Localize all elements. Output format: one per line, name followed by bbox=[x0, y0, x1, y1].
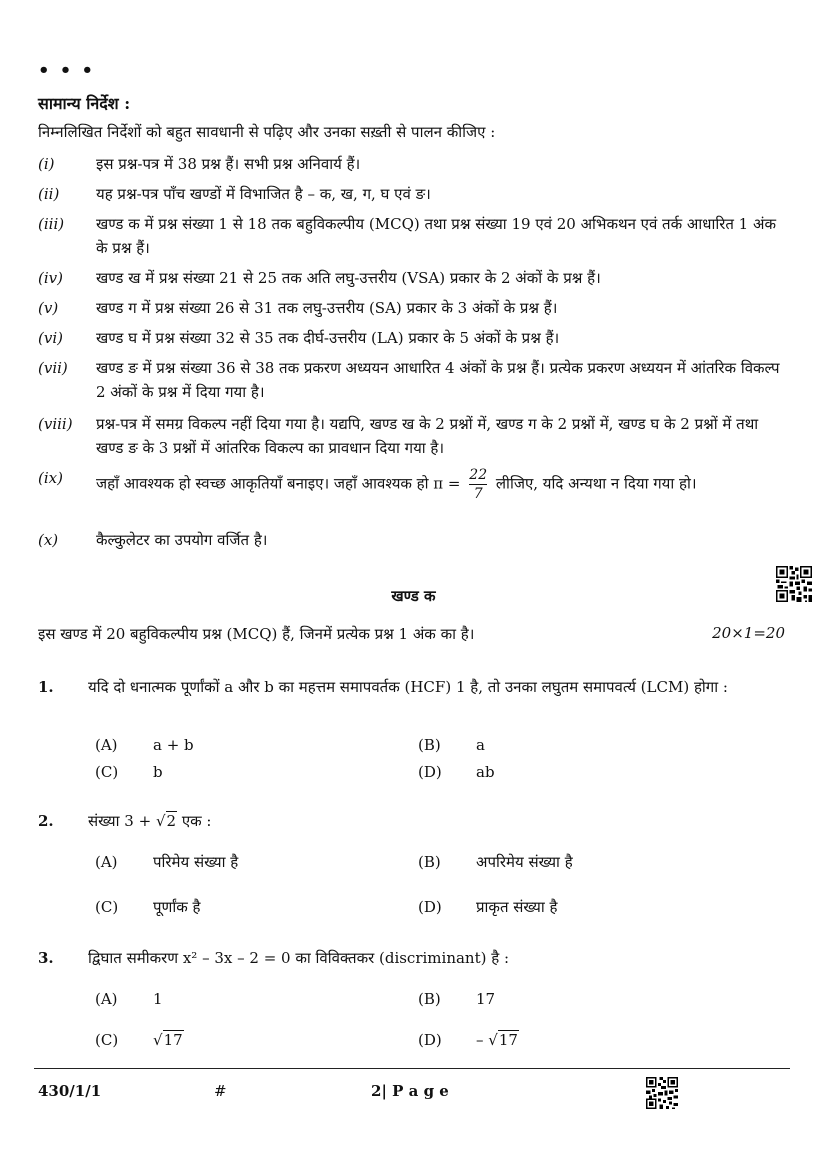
option-label: (C) bbox=[95, 898, 119, 916]
option-label: (D) bbox=[418, 763, 442, 781]
option-value: परिमेय संख्या है bbox=[153, 853, 239, 871]
instruction-number: (vi) bbox=[38, 329, 63, 347]
instruction-number: (v) bbox=[38, 299, 59, 317]
sqrt-expression: √17 bbox=[153, 1031, 183, 1049]
question-text-after: एक : bbox=[181, 812, 212, 830]
instruction-item bbox=[38, 296, 788, 320]
instruction-text: खण्ड ख में प्रश्न संख्या 21 से 25 तक अति लघु-उत्तरीय (VSA) प्रकार के 2 अंकों के प्रश्न हैं। bbox=[96, 269, 601, 287]
option-label: (C) bbox=[95, 1031, 119, 1049]
instruction-text: खण्ड घ में प्रश्न संख्या 32 से 35 तक दीर्घ-उत्तरीय (LA) प्रकार के 5 अंकों के प्रश्न हैं। bbox=[96, 329, 560, 347]
page-separator: | bbox=[381, 1082, 387, 1100]
option-c bbox=[95, 897, 201, 917]
instruction-number: (i) bbox=[38, 155, 55, 173]
option-d bbox=[418, 763, 495, 781]
option-value: b bbox=[153, 763, 163, 781]
question-text bbox=[88, 808, 788, 834]
instruction-text: खण्ड ङ में प्रश्न संख्या 36 से 38 तक प्रकरण अध्ययन आधारित 4 अंकों के प्रश्न हैं। प्रत्येक प्रकरण अध्ययन में आंतरिक विकल्प 2 अंकों के प्रश्न में दिया गया है। bbox=[96, 359, 780, 401]
option-c bbox=[95, 1031, 184, 1049]
instruction-text: कैल्कुलेटर का उपयोग वर्जित है। bbox=[96, 531, 268, 549]
option-label: (B) bbox=[418, 853, 441, 871]
question-text: यदि दो धनात्मक पूर्णांकों a और b का महत्तम समापवर्तक (HCF) 1 है, तो उनका लघुतम समापवर्त्य (LCM) होगा : bbox=[88, 678, 728, 696]
option-prefix: – bbox=[476, 1031, 484, 1049]
option-label: (B) bbox=[418, 990, 441, 1008]
page-indicator bbox=[371, 1082, 449, 1100]
instruction-item bbox=[38, 528, 788, 552]
instruction-number: (x) bbox=[38, 531, 59, 549]
question-1 bbox=[38, 674, 788, 700]
instruction-item bbox=[38, 182, 788, 206]
fraction-denominator: 7 bbox=[473, 486, 483, 502]
instruction-number: (ix) bbox=[38, 469, 63, 487]
instruction-number: (ii) bbox=[38, 185, 60, 203]
option-b bbox=[418, 852, 573, 872]
instruction-item bbox=[38, 266, 788, 290]
instruction-text bbox=[96, 466, 788, 503]
option-value: पूर्णांक है bbox=[153, 898, 201, 916]
question-text: द्विघात समीकरण x² – 3x – 2 = 0 का विविक्तकर (discriminant) है : bbox=[88, 949, 510, 967]
option-value: 17 bbox=[476, 990, 496, 1008]
header-dots: • • • bbox=[38, 60, 96, 81]
question-text-before: संख्या 3 + bbox=[88, 812, 152, 830]
question-number: 1. bbox=[38, 678, 54, 696]
hash-mark: # bbox=[214, 1082, 227, 1100]
option-d bbox=[418, 897, 558, 917]
footer-divider bbox=[34, 1068, 790, 1069]
option-value bbox=[476, 1031, 519, 1049]
instruction-number: (iii) bbox=[38, 215, 65, 233]
option-label: (D) bbox=[418, 1031, 442, 1049]
question-2 bbox=[38, 808, 788, 834]
general-instructions-intro: निम्नलिखित निर्देशों को बहुत सावधानी से पढ़िए और उनका सख़्ती से पालन कीजिए : bbox=[38, 123, 496, 141]
option-value: ab bbox=[476, 763, 495, 781]
instruction-text: यह प्रश्न-पत्र पाँच खण्डों में विभाजित है – क, ख, ग, घ एवं ङ। bbox=[96, 185, 431, 203]
instruction-text: खण्ड ग में प्रश्न संख्या 26 से 31 तक लघु-उत्तरीय (SA) प्रकार के 3 अंकों के प्रश्न हैं। bbox=[96, 299, 558, 317]
option-b bbox=[418, 736, 485, 754]
sqrt-expression: √17 bbox=[488, 1031, 518, 1049]
instruction-item bbox=[38, 212, 788, 260]
section-info: इस खण्ड में 20 बहुविकल्पीय प्रश्न (MCQ) हैं, जिनमें प्रत्येक प्रश्न 1 अंक का है। bbox=[38, 625, 475, 643]
instruction-item bbox=[38, 356, 788, 404]
option-label: (C) bbox=[95, 763, 119, 781]
instruction-text: प्रश्न-पत्र में समग्र विकल्प नहीं दिया गया है। यद्यपि, खण्ड ख के 2 प्रश्नों में, खण्ड ग के 2 प्रश्नों में, खण्ड घ के 2 प्रश्नों में तथा खण्ड ङ के 3 प्रश्नों में आंतरिक विकल्प का प्रावधान दिया गया है। bbox=[96, 415, 759, 457]
option-value: a + b bbox=[153, 736, 194, 754]
instruction-text-after: लीजिए, यदि अन्यथा न दिया गया हो। bbox=[495, 474, 697, 493]
option-label: (A) bbox=[95, 736, 118, 754]
option-a bbox=[95, 852, 238, 872]
option-value: a bbox=[476, 736, 485, 754]
question-number: 3. bbox=[38, 949, 54, 967]
question-number: 2. bbox=[38, 812, 54, 830]
page-word: P a g e bbox=[392, 1082, 449, 1100]
option-b bbox=[418, 990, 495, 1008]
option-value bbox=[153, 1031, 184, 1049]
instruction-item bbox=[38, 412, 788, 460]
instruction-text: खण्ड क में प्रश्न संख्या 1 से 18 तक बहुविकल्पीय (MCQ) तथा प्रश्न संख्या 19 एवं 20 अभिकथन एवं तर्क आधारित 1 अंक के प्रश्न हैं। bbox=[96, 215, 776, 257]
footer-qr-code-icon bbox=[646, 1077, 678, 1109]
option-value: अपरिमेय संख्या है bbox=[476, 853, 573, 871]
section-marks: 20×1=20 bbox=[712, 624, 785, 642]
instruction-item bbox=[38, 466, 788, 503]
instruction-item bbox=[38, 152, 788, 176]
option-label: (B) bbox=[418, 736, 441, 754]
radicand: 17 bbox=[163, 1031, 183, 1049]
instruction-number: (viii) bbox=[38, 415, 73, 433]
general-instructions-title: सामान्य निर्देश : bbox=[38, 94, 131, 113]
page-number: 2 bbox=[371, 1082, 382, 1100]
pi-fraction bbox=[469, 466, 487, 503]
sqrt-expression: √2 bbox=[155, 812, 177, 830]
fraction-numerator: 22 bbox=[469, 467, 488, 483]
option-c bbox=[95, 763, 163, 781]
option-label: (A) bbox=[95, 990, 118, 1008]
instruction-text-before: जहाँ आवश्यक हो स्वच्छ आकृतियाँ बनाइए। जहाँ आवश्यक हो π = bbox=[96, 474, 461, 493]
option-value: प्राकृत संख्या है bbox=[476, 898, 558, 916]
option-a bbox=[95, 990, 163, 1008]
option-d bbox=[418, 1031, 519, 1049]
option-value: 1 bbox=[153, 990, 163, 1008]
instruction-number: (vii) bbox=[38, 359, 68, 377]
radicand: 17 bbox=[498, 1031, 518, 1049]
radicand: 2 bbox=[166, 812, 177, 830]
option-label: (D) bbox=[418, 898, 442, 916]
section-title: खण्ड क bbox=[391, 587, 436, 605]
instruction-item bbox=[38, 326, 788, 350]
option-a bbox=[95, 736, 194, 754]
option-label: (A) bbox=[95, 853, 118, 871]
instruction-number: (iv) bbox=[38, 269, 63, 287]
instruction-text: इस प्रश्न-पत्र में 38 प्रश्न हैं। सभी प्रश्न अनिवार्य हैं। bbox=[96, 155, 361, 173]
question-3 bbox=[38, 945, 788, 971]
paper-code: 430/1/1 bbox=[38, 1082, 102, 1100]
